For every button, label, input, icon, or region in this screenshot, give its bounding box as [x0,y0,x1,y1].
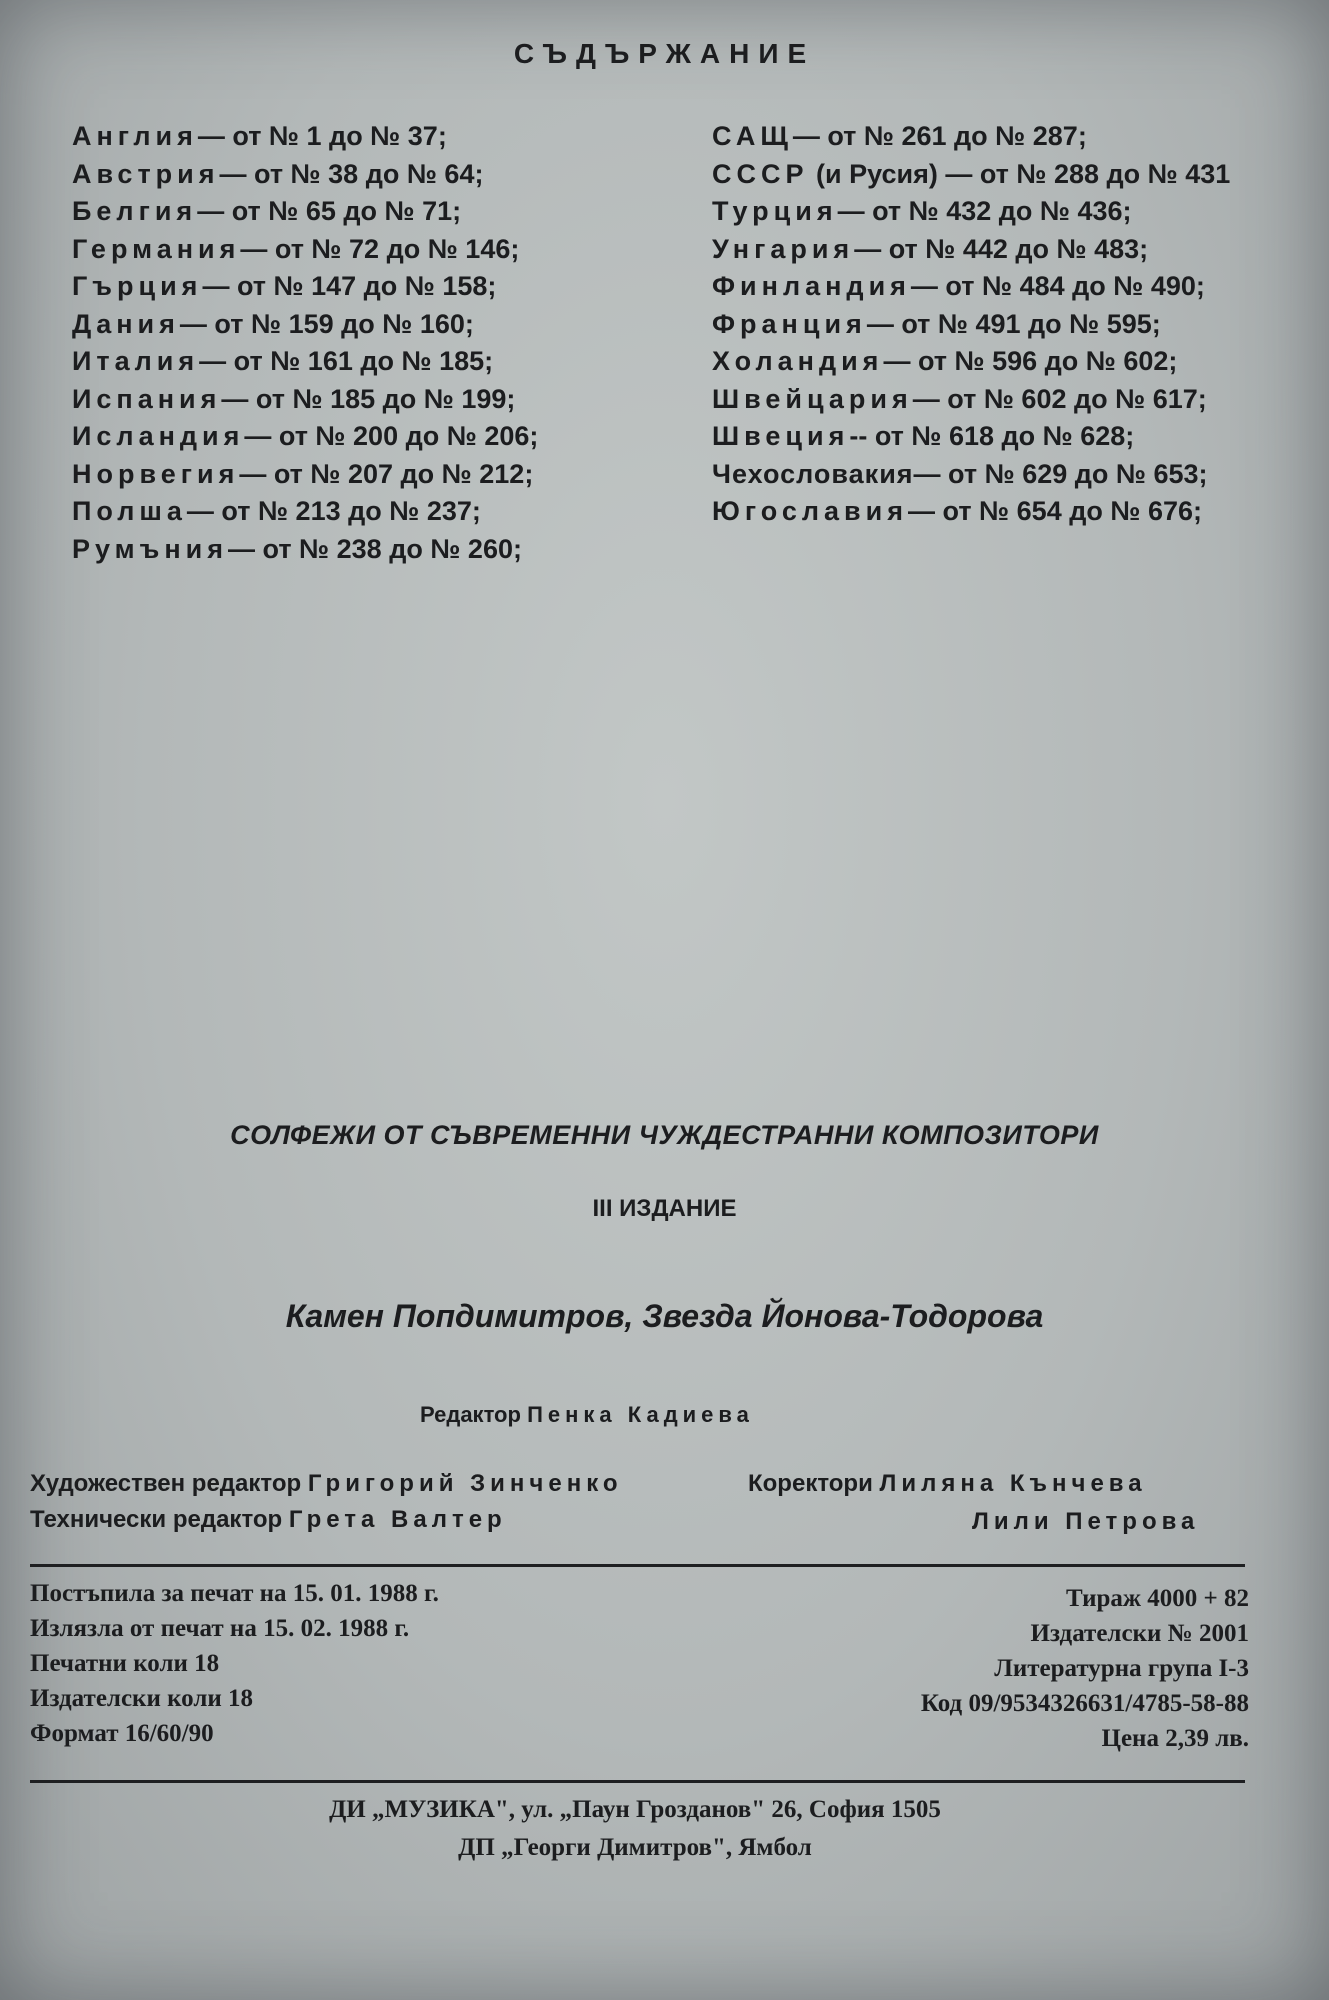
toc-range: — от № 629 до № 653; [913,458,1208,489]
toc-range: — от № 65 до № 71; [197,196,462,226]
toc-range: — от № 159 до № 160; [179,308,474,339]
publication-details-left [30,1576,439,1751]
toc-country: Швейцария [712,383,913,414]
tech-editor-name: Грета Валтер [288,1506,507,1533]
toc-country: Англия [72,121,198,151]
toc-range: — от № 484 до № 490; [910,271,1205,301]
toc-country: СССР [712,158,809,189]
proofreaders-label: Коректори [748,1470,873,1497]
toc-country: Холандия [712,346,884,376]
toc-range: — от № 200 до № 206; [244,421,539,451]
toc-range: — от № 602 до № 617; [912,383,1207,414]
toc-entry [72,418,538,456]
submitted-date: Постъпила за печат на 15. 01. 1988 г. [30,1580,439,1607]
editor-name: Пенка Кадиева [527,1402,754,1427]
toc-entry [72,268,538,306]
toc-entry [712,493,1230,531]
toc-entry [712,231,1230,269]
toc-range: — от № 38 до № 64; [219,158,484,189]
literature-group: Литературна група I-3 [994,1655,1249,1682]
toc-entry [72,306,538,344]
toc-entry [72,343,538,381]
toc-entry [72,456,538,494]
art-editor-line [30,1470,623,1498]
toc-entry [712,418,1230,456]
art-editor-label: Художествен редактор [30,1470,302,1497]
toc-right-column [712,118,1230,531]
toc-range: — от № 261 до № 287; [792,121,1087,151]
toc-range: — от № 491 до № 595; [866,308,1161,339]
toc-entry [712,343,1230,381]
toc-entry [712,381,1230,419]
toc-country: Норвегия [72,458,240,489]
toc-country: Германия [72,233,241,264]
toc-range: — от № 161 до № 185; [199,346,494,376]
toc-range: — от № 72 до № 146; [240,233,520,264]
toc-entry [712,118,1230,156]
print-sheets: Печатни коли 18 [30,1650,220,1677]
printed-date: Излязла от печат на 15. 02. 1988 г. [30,1615,410,1642]
catalog-code: Код 09/9534326631/4785-58-88 [920,1690,1249,1717]
publication-details-right [921,1581,1249,1756]
toc-country: Унгария [712,233,855,264]
proofreaders-line [748,1470,1147,1498]
price: Цена 2,39 лв. [1101,1725,1249,1752]
toc-range: — от № 654 до № 676; [908,496,1202,526]
toc-country: Чехословакия [712,458,914,489]
printer-imprint: ДП „Георги Димитров", Ямбол [458,1834,812,1861]
publisher-number: Издателски № 2001 [1030,1620,1249,1647]
toc-range: — от № 207 до № 212; [239,458,534,489]
publisher-imprint: ДИ „МУЗИКА", ул. „Паун Грозданов" 26, София 1505 [329,1796,941,1823]
toc-country: Румъния [72,533,228,564]
toc-range: — от № 213 до № 237; [186,496,481,526]
editor-label: Редактор [420,1402,521,1427]
toc-country: Франция [712,308,867,339]
toc-country: Австрия [72,158,220,189]
toc-left-column [72,118,538,568]
toc-country: Полша [72,496,187,526]
toc-range: — от № 442 до № 483; [854,233,1149,264]
toc-country: Турция [712,196,838,226]
toc-country: Швеция [712,421,850,451]
toc-country: Италия [72,346,200,376]
toc-entry [72,493,538,531]
toc-entry [72,531,538,569]
toc-entry [72,193,538,231]
toc-country: Дания [72,308,180,339]
toc-country: САЩ [712,121,793,151]
toc-range: (и Русия) — от № 288 до № 431 [816,158,1231,189]
edition-label: III ИЗДАНИЕ [592,1195,737,1222]
toc-country: Испания [72,383,222,414]
format: Формат 16/60/90 [30,1720,214,1747]
toc-entry [712,156,1230,194]
toc-country: Исландия [72,421,245,451]
toc-entry [72,118,538,156]
toc-entry [72,381,538,419]
contents-heading: СЪДЪРЖАНИЕ [513,38,816,69]
tech-editor-label: Технически редактор [30,1506,283,1533]
art-editor-name: Григорий Зинченко [307,1470,623,1497]
toc-range: — от № 1 до № 37; [197,121,447,151]
toc-range: — от № 147 до № 158; [202,271,497,301]
toc-range: -- от № 618 до № 628; [849,421,1135,451]
publisher-sheets: Издателски коли 18 [30,1685,254,1712]
toc-entry [72,156,538,194]
authors: Камен Попдимитров, Звезда Йонова-Тодорова [285,1298,1044,1334]
book-title: СОЛФЕЖИ ОТ СЪВРЕМЕННИ ЧУЖДЕСТРАННИ КОМПОЗИТОРИ [230,1120,1099,1150]
toc-range: — от № 185 до № 199; [221,383,516,414]
divider-top [30,1564,1245,1567]
proofreader-1: Лиляна Кънчева [879,1470,1147,1497]
tech-editor-line [30,1506,507,1534]
divider-bottom [30,1780,1245,1783]
toc-country: Финландия [712,271,911,301]
toc-range: — от № 238 до № 260; [228,533,522,564]
print-run: Тираж 4000 + 82 [1066,1585,1249,1612]
toc-entry [712,306,1230,344]
editor-line [420,1402,754,1428]
toc-country: Гърция [72,271,203,301]
toc-range: — от № 596 до № 602; [883,346,1178,376]
toc-entry [72,231,538,269]
toc-entry [712,193,1230,231]
toc-entry [712,456,1230,494]
toc-range: — от № 432 до № 436; [837,196,1132,226]
proofreader-2: Лили Петрова [972,1508,1200,1535]
toc-entry [712,268,1230,306]
toc-country: Югославия [712,496,909,526]
toc-country: Белгия [72,196,198,226]
